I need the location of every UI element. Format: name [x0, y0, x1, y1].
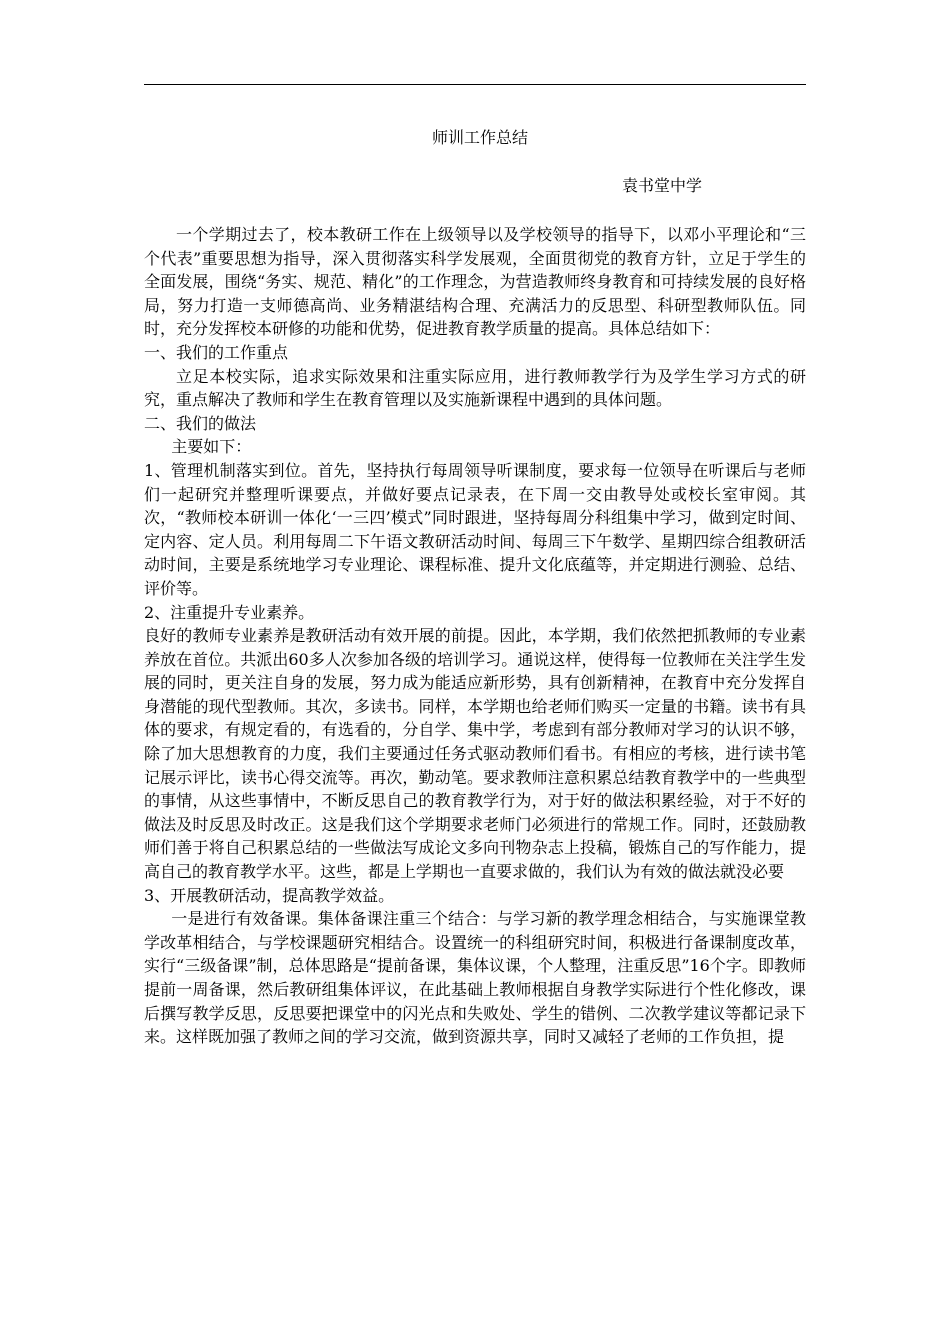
document-title: 师训工作总结: [431, 128, 528, 147]
paragraph-item-2: 良好的教师专业素养是教研活动有效开展的前提。因此，本学期，我们依然把抓教师的专业素养放在首位。共派出60多人次参加各级的培训学习。通说这样，使得每一位教师在关注学生发展的同时，更关注自身的发展，努力成为能适应新形势，具有创新精神，在教育中充分发挥自身潜能的现代型教师。其次，多读书。同样，本学期也给老师们购买一定量的书籍。读书有具体的要求，有规定看的，有选看的，分自学、集中学，考虑到有部分教师对学习的认识不够，除了加大思想教育的力度，我们主要通过任务式驱动教师们看书。有相应的考核，进行读书笔记展示评比，读书心得交流等。再次，勤动笔。要求教师注意积累总结教育教学中的一些典型的事情，从这些事情中，不断反思自己的教育教学行为，对于好的做法积累经验，对于不好的做法及时反思及时改正。这是我们这个学期要求老师门必须进行的常规工作。同时，还鼓励教师们善于将自己积累总结的一些做法写成论文多向刊物杂志上投稿，锻炼自己的写作能力，提高自己的教育教学水平。这些，都是上学期也一直要求做的，我们认为有效的做法就没必要: [144, 626, 806, 882]
item-heading-2: 2、注重提升专业素养。: [144, 602, 315, 622]
document-author: 袁书堂中学: [622, 176, 703, 195]
item-heading-3: 3、开展教研活动，提高教学效益。: [144, 885, 395, 905]
paragraph-item-1: 1、管理机制落实到位。首先，坚持执行每周领导听课制度，要求每一位领导在听课后与老师们一起研究并整理听课要点，并做好要点记录表，在下周一交由教导处或校长室审阅。其次，“教师校本研训一体化‘一三四’模式”同时跟进，坚持每周分科组集中学习，做到定时间、定内容、定人员。利用每周二下午语文教研活动时间、每周三下午数学、星期四综合组教研活动时间，主要是系统地学习专业理论、课程标准、提升文化底蕴等，并定期进行测验、总结、评价等。: [144, 460, 806, 598]
paragraph-intro: 一个学期过去了，校本教研工作在上级领导以及学校领导的指导下，以邓小平理论和“三个代表”重要思想为指导，深入贯彻落实科学发展观，全面贯彻党的教育方针，立足于学生的全面发展，围绕“务实、规范、精化”的工作理念，为营造教师终身教育和可持续发展的良好格局，努力打造一支师德高尚、业务精湛结构合理、充满活力的反思型、科研型教师队伍。同时，充分发挥校本研修的功能和优势，促进教育教学质量的提高。具体总结如下：: [144, 225, 806, 339]
paragraph-methods-lead: 主要如下：: [171, 437, 252, 457]
header-rule: [144, 84, 806, 85]
paragraph-focus: 立足本校实际，追求实际效果和注重实际应用，进行教师教学行为及学生学习方式的研究，重点解决了教师和学生在教育管理以及实施新课程中遇到的具体问题。: [144, 366, 806, 410]
paragraph-item-3: 一是进行有效备课。集体备课注重三个结合：与学习新的教学理念相结合，与实施课堂教学改革相结合，与学校课题研究相结合。设置统一的科组研究时间，积极进行备课制度改革，实行“三级备课”制，总体思路是“提前备课，集体议课，个人整理，注重反思”16个字。即教师提前一周备课，然后教研组集体评议，在此基础上教师根据自身教学实际进行个性化修改，课后撰写教学反思，反思要把课堂中的闪光点和失败处、学生的错例、二次教学建议等都记录下来。这样既加强了教师之间的学习交流，做到资源共享，同时又减轻了老师的工作负担，提: [144, 909, 806, 1047]
document-body: [144, 223, 806, 1049]
section-heading-methods: 二、我们的做法: [144, 413, 257, 433]
section-heading-focus: 一、我们的工作重点: [144, 342, 289, 362]
